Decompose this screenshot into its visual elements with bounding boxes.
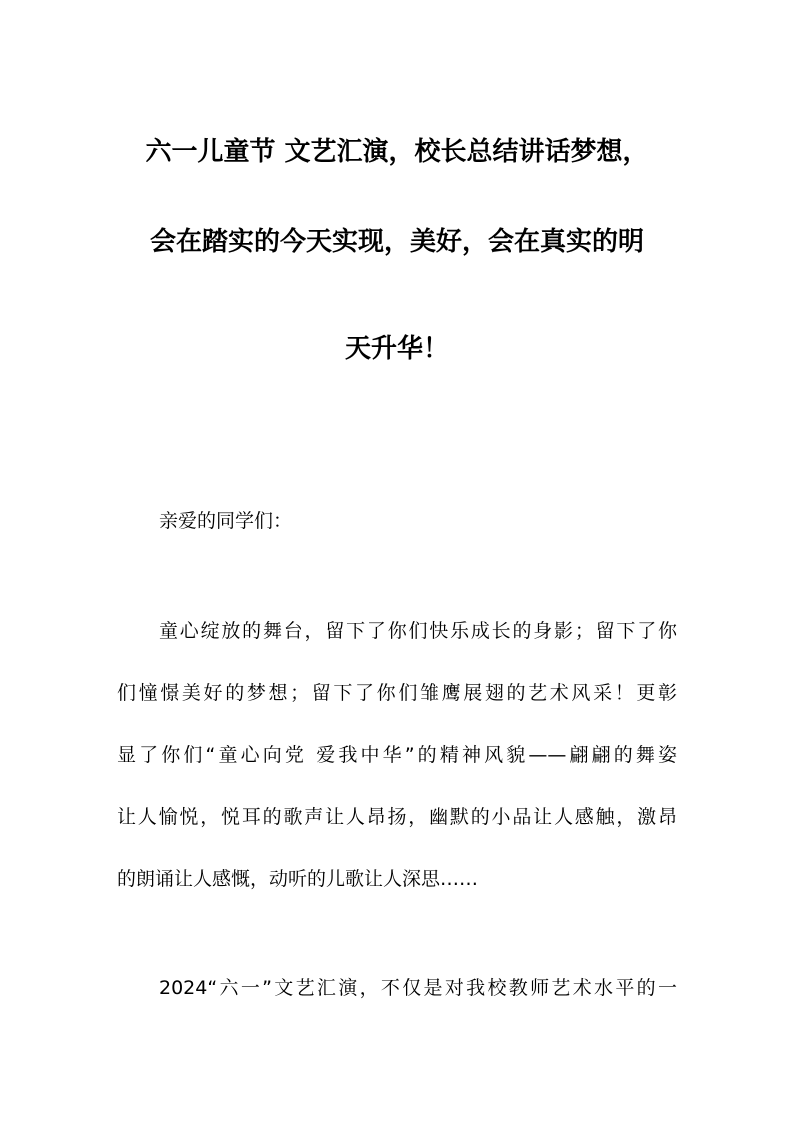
paragraph-1-line-4: 让人愉悦，悦耳的歌声让人昂扬，幽默的小品让人感触，激昂 [117, 806, 677, 828]
title-line-2: 会在踏实的今天实现，美好，会在真实的明 [149, 227, 644, 257]
paragraph-1-line-1: 童心绽放的舞台，留下了你们快乐成长的身影；留下了你 [159, 620, 677, 642]
title-line-1: 六一儿童节 文艺汇演，校长总结讲话梦想， [145, 137, 649, 167]
paragraph-1 [117, 600, 677, 910]
paragraph-1-line-3: 显了你们“童心向党 爱我中华”的精神风貌——翩翩的舞姿 [117, 744, 677, 766]
salutation [117, 490, 677, 552]
salutation-text: 亲爱的同学们： [159, 510, 293, 532]
paragraph-2 [117, 957, 677, 1019]
paragraph-2-line-1: 2024“六一”文艺汇演，不仅是对我校教师艺术水平的一 [159, 977, 677, 999]
paragraph-1-line-5: 的朗诵让人感慨，动听的儿歌让人深思…… [117, 868, 479, 890]
paragraph-1-line-2: 们憧憬美好的梦想；留下了你们雏鹰展翅的艺术风采！更彰 [117, 682, 677, 704]
title-line-3: 天升华！ [344, 334, 449, 364]
